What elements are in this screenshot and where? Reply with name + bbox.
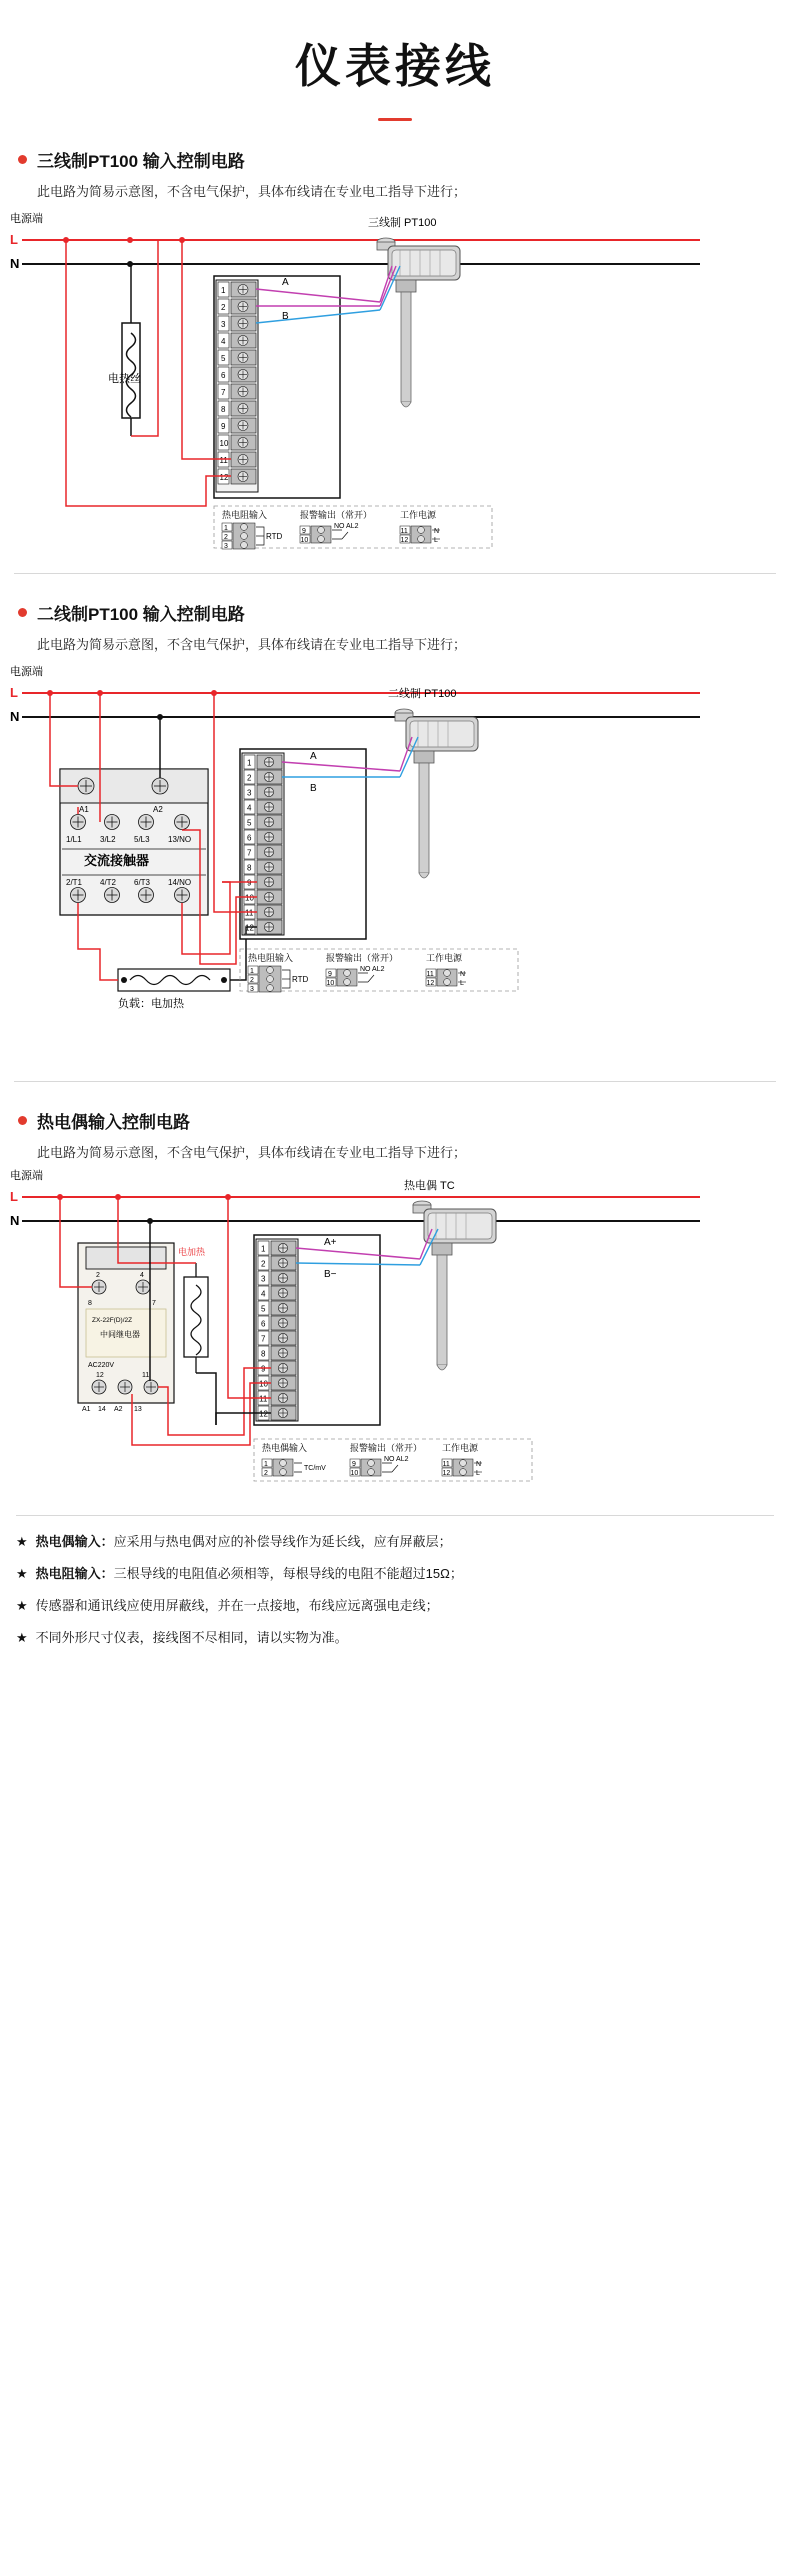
- power-L-label: L: [10, 685, 18, 700]
- diagram-two-wire-pt100: [0, 659, 790, 1059]
- section-divider: [14, 573, 776, 574]
- legend-title-2: 工作电源: [426, 953, 463, 963]
- note-body: 不同外形尺寸仪表，接线图不尽相同，请以实物为准。: [35, 1630, 348, 1645]
- terminal-legend: [214, 506, 492, 550]
- terminal-legend: [240, 949, 518, 993]
- terminal-row: [258, 1346, 296, 1360]
- terminal-row: [244, 770, 282, 784]
- power-N-label: N: [10, 1213, 20, 1228]
- svg-text:1: 1: [247, 758, 252, 768]
- svg-text:8: 8: [221, 405, 226, 414]
- svg-text:3: 3: [250, 986, 254, 993]
- terminal-row: [244, 800, 282, 814]
- svg-text:5: 5: [221, 354, 226, 363]
- section-header: [0, 1108, 790, 1133]
- relay-pin-8: 8: [88, 1300, 92, 1307]
- svg-text:12: 12: [426, 980, 435, 987]
- svg-text:10: 10: [326, 980, 335, 987]
- heater-label: 电加热: [178, 1247, 206, 1257]
- contactor-label: 交流接触器: [84, 853, 150, 868]
- section-divider: [14, 1081, 776, 1082]
- relay-pin-7: 7: [152, 1300, 156, 1307]
- relay-model: ZX-22F(D)/2Z: [92, 1317, 133, 1324]
- svg-text:3: 3: [221, 320, 226, 329]
- note-item: [16, 1532, 774, 1552]
- note-body: 三根导线的电阻值必须相等，每根导线的电阻不能超过15Ω；: [113, 1566, 463, 1581]
- star-icon: ★: [16, 1630, 28, 1645]
- note-text: [36, 1628, 348, 1648]
- svg-text:9: 9: [221, 422, 226, 431]
- section-title: 热电偶输入控制电路: [37, 1113, 190, 1132]
- svg-text:10: 10: [259, 1379, 268, 1389]
- terminal-row: [258, 1301, 296, 1315]
- signal-B-label: B: [310, 783, 317, 794]
- section-header: [0, 600, 790, 625]
- terminal-row: [258, 1316, 296, 1330]
- signal-B-label: B−: [324, 1269, 337, 1280]
- svg-text:12: 12: [245, 923, 254, 933]
- star-icon: ★: [16, 1566, 28, 1581]
- svg-text:5: 5: [261, 1304, 266, 1314]
- terminal-row: [244, 755, 282, 769]
- terminal-row: [258, 1271, 296, 1285]
- svg-text:8: 8: [261, 1349, 266, 1359]
- bullet-icon: [18, 608, 27, 617]
- svg-text:12: 12: [442, 1470, 451, 1477]
- svg-text:6: 6: [247, 833, 252, 843]
- relay-pin-12: 12: [96, 1372, 104, 1379]
- relay-coil-14: 14: [98, 1406, 106, 1413]
- terminal-row: [218, 384, 256, 399]
- svg-text:9: 9: [247, 878, 252, 888]
- sensor-pt100-three-wire: [368, 215, 460, 407]
- svg-text:12: 12: [400, 537, 409, 544]
- section-subtitle: 此电路为简易示意图，不含电气保护，具体布线请在专业电工指导下进行；: [37, 637, 467, 652]
- section-subtitle: 此电路为简易示意图，不含电气保护，具体布线请在专业电工指导下进行；: [37, 184, 467, 199]
- terminal-row: [258, 1256, 296, 1270]
- signal-A-label: A: [310, 751, 317, 762]
- svg-text:2: 2: [247, 773, 252, 783]
- section-three-wire-pt100: [0, 147, 790, 574]
- legend-note-0: RTD: [266, 532, 283, 541]
- svg-text:9: 9: [328, 971, 332, 978]
- svg-text:7: 7: [261, 1334, 266, 1344]
- junction-dot: [127, 237, 133, 243]
- terminal-row: [258, 1286, 296, 1300]
- wire-heater-return: [196, 1373, 216, 1425]
- note-body: 应采用与热电偶对应的补偿导线作为延长线，应有屏蔽层；: [113, 1534, 452, 1549]
- note-bold: 热电阻输入：: [35, 1566, 114, 1581]
- relay-coil-A1: A1: [82, 1406, 91, 1413]
- legend-note-2-n: N: [434, 528, 440, 535]
- svg-text:L: L: [460, 980, 464, 987]
- note-text: [36, 1564, 463, 1584]
- sensor-thermocouple: [404, 1178, 496, 1370]
- legend-note-1: NO AL2: [384, 1456, 409, 1463]
- star-icon: ★: [16, 1534, 28, 1549]
- terminal-row: [218, 282, 256, 297]
- relay-pin-4: 4: [140, 1272, 144, 1279]
- svg-text:N: N: [460, 971, 466, 978]
- svg-text:1: 1: [264, 1461, 268, 1468]
- note-item: [16, 1628, 774, 1648]
- note-body: 传感器和通讯线应使用屏蔽线，并在一点接地，布线应远离强电走线；: [35, 1598, 439, 1613]
- terminal-row: [258, 1241, 296, 1255]
- terminal-row: [244, 860, 282, 874]
- legend-title-0: 热电阻输入: [222, 510, 268, 520]
- bullet-icon: [18, 155, 27, 164]
- svg-text:11: 11: [259, 1394, 268, 1404]
- relay-coil-13: 13: [134, 1406, 142, 1413]
- relay-name: 中间继电器: [100, 1330, 140, 1339]
- sensor-label: 二线制 PT100: [388, 688, 457, 700]
- section-title: 三线制PT100 输入控制电路: [37, 152, 245, 171]
- svg-text:11: 11: [245, 908, 254, 918]
- sensor-pt100-two-wire: [388, 686, 478, 878]
- diagram-thermocouple: [0, 1167, 790, 1497]
- legend-title-2: 工作电源: [442, 1443, 479, 1453]
- contactor-pin-14NO: 14/NO: [168, 878, 192, 887]
- svg-text:4: 4: [247, 803, 252, 813]
- contactor-pin-6T3: 6/T3: [134, 878, 151, 887]
- terminal-row: [218, 401, 256, 416]
- notes-section: [16, 1515, 774, 1648]
- svg-text:6: 6: [261, 1319, 266, 1329]
- terminal-row: [218, 333, 256, 348]
- svg-text:10: 10: [219, 439, 229, 448]
- terminal-legend: [254, 1439, 532, 1481]
- terminal-row: [218, 350, 256, 365]
- svg-text:8: 8: [247, 863, 252, 873]
- svg-text:7: 7: [221, 388, 226, 397]
- svg-text:2: 2: [224, 534, 228, 541]
- legend-note-0: RTD: [292, 975, 309, 984]
- section-header: [0, 147, 790, 172]
- svg-text:N: N: [476, 1461, 482, 1468]
- section-subtitle: 此电路为简易示意图，不含电气保护，具体布线请在专业电工指导下进行；: [37, 1145, 467, 1160]
- legend-title-1: 报警输出（常开）: [300, 510, 373, 520]
- contactor-pin-1L1: 1/L1: [66, 835, 82, 844]
- svg-text:6: 6: [221, 371, 226, 380]
- legend-title-0: 热电偶输入: [262, 1443, 308, 1453]
- contactor-coil-A1: A1: [79, 805, 89, 814]
- terminal-strip: [216, 280, 258, 492]
- svg-text:2: 2: [264, 1470, 268, 1477]
- load-label: 负载：电加热: [118, 998, 184, 1010]
- svg-text:10: 10: [245, 893, 254, 903]
- junction-dot: [127, 261, 133, 267]
- svg-text:1: 1: [221, 286, 226, 295]
- wire-load-return: [230, 934, 246, 980]
- svg-text:4: 4: [221, 337, 226, 346]
- section-thermocouple: [0, 1108, 790, 1497]
- note-text: [36, 1596, 439, 1616]
- note-item: [16, 1564, 774, 1584]
- svg-text:10: 10: [350, 1470, 359, 1477]
- relay-coil-A2: A2: [114, 1406, 123, 1413]
- contactor-pin-13NO: 13/NO: [168, 835, 192, 844]
- section-title: 二线制PT100 输入控制电路: [37, 605, 245, 624]
- svg-text:11: 11: [442, 1461, 450, 1468]
- signal-A-label: A: [282, 277, 289, 288]
- legend-title-1: 报警输出（常开）: [326, 953, 399, 963]
- signal-A-label: A+: [324, 1237, 337, 1248]
- relay-voltage: AC220V: [88, 1362, 115, 1369]
- svg-text:3: 3: [247, 788, 252, 798]
- terminal-row: [258, 1331, 296, 1345]
- legend-title-1: 报警输出（常开）: [350, 1443, 423, 1453]
- power-N-label: N: [10, 709, 20, 724]
- terminal-strip: [256, 1239, 298, 1421]
- svg-text:2: 2: [250, 977, 254, 984]
- sensor-label: 三线制 PT100: [368, 217, 437, 229]
- contactor-pin-5L3: 5/L3: [134, 835, 150, 844]
- terminal-row: [218, 299, 256, 314]
- terminal-row: [244, 830, 282, 844]
- svg-text:2: 2: [261, 1259, 266, 1269]
- terminal-strip: [242, 753, 284, 935]
- legend-note-2-l: L: [434, 537, 438, 544]
- legend-title-2: 工作电源: [400, 510, 437, 520]
- contactor-pin-3L2: 3/L2: [100, 835, 116, 844]
- page-title: 仪表接线: [295, 40, 495, 92]
- svg-text:1: 1: [250, 968, 254, 975]
- sensor-label: 热电偶 TC: [404, 1180, 455, 1192]
- legend-note-1: NO AL2: [334, 523, 359, 530]
- svg-text:4: 4: [261, 1289, 266, 1299]
- power-label: 电源端: [10, 666, 43, 678]
- power-label: 电源端: [10, 213, 43, 225]
- wire-to-terminal-12: [66, 240, 231, 506]
- terminal-row: [218, 418, 256, 433]
- relay-pin-2: 2: [96, 1272, 100, 1279]
- svg-text:5: 5: [247, 818, 252, 828]
- terminal-row: [244, 845, 282, 859]
- svg-text:1: 1: [224, 525, 228, 532]
- power-L-label: L: [10, 1189, 18, 1204]
- relay-pin-11: 11: [142, 1372, 150, 1379]
- legend-note-0: TC/mV: [304, 1465, 326, 1472]
- terminal-row: [218, 316, 256, 331]
- terminal-row: [218, 367, 256, 382]
- bullet-icon: [18, 1116, 27, 1125]
- power-N-label: N: [10, 256, 20, 271]
- svg-text:9: 9: [261, 1364, 266, 1374]
- load-label: 电热丝: [108, 373, 141, 385]
- signal-B-label: B: [282, 311, 289, 322]
- power-L-label: L: [10, 232, 18, 247]
- contactor-pin-2T1: 2/T1: [66, 878, 83, 887]
- note-item: [16, 1596, 774, 1616]
- terminal-row: [244, 785, 282, 799]
- svg-text:3: 3: [261, 1274, 266, 1284]
- svg-text:2: 2: [221, 303, 226, 312]
- contactor-pin-4T2: 4/T2: [100, 878, 117, 887]
- svg-text:9: 9: [302, 528, 306, 535]
- diagram-three-wire-pt100: [0, 206, 790, 551]
- svg-text:7: 7: [247, 848, 252, 858]
- contactor-coil-A2: A2: [153, 805, 163, 814]
- heater-element: [178, 1246, 208, 1373]
- star-icon: ★: [16, 1598, 28, 1613]
- svg-text:11: 11: [400, 528, 408, 535]
- terminal-row: [218, 435, 256, 450]
- ac-contactor: [60, 769, 208, 915]
- svg-text:10: 10: [300, 537, 309, 544]
- svg-text:1: 1: [261, 1244, 266, 1254]
- svg-text:3: 3: [224, 543, 228, 550]
- section-two-wire-pt100: [0, 600, 790, 1082]
- svg-text:12: 12: [259, 1409, 268, 1419]
- svg-text:L: L: [476, 1470, 480, 1477]
- power-label: 电源端: [10, 1170, 43, 1182]
- svg-text:9: 9: [352, 1461, 356, 1468]
- note-text: [36, 1532, 452, 1552]
- svg-text:11: 11: [219, 456, 228, 465]
- svg-text:11: 11: [426, 971, 434, 978]
- legend-note-1: NO AL2: [360, 966, 385, 973]
- title-rule: [378, 118, 412, 121]
- svg-text:12: 12: [219, 473, 229, 482]
- note-bold: 热电偶输入：: [35, 1534, 114, 1549]
- terminal-row: [244, 815, 282, 829]
- load-heater: [118, 969, 230, 1010]
- legend-title-0: 热电阻输入: [248, 953, 294, 963]
